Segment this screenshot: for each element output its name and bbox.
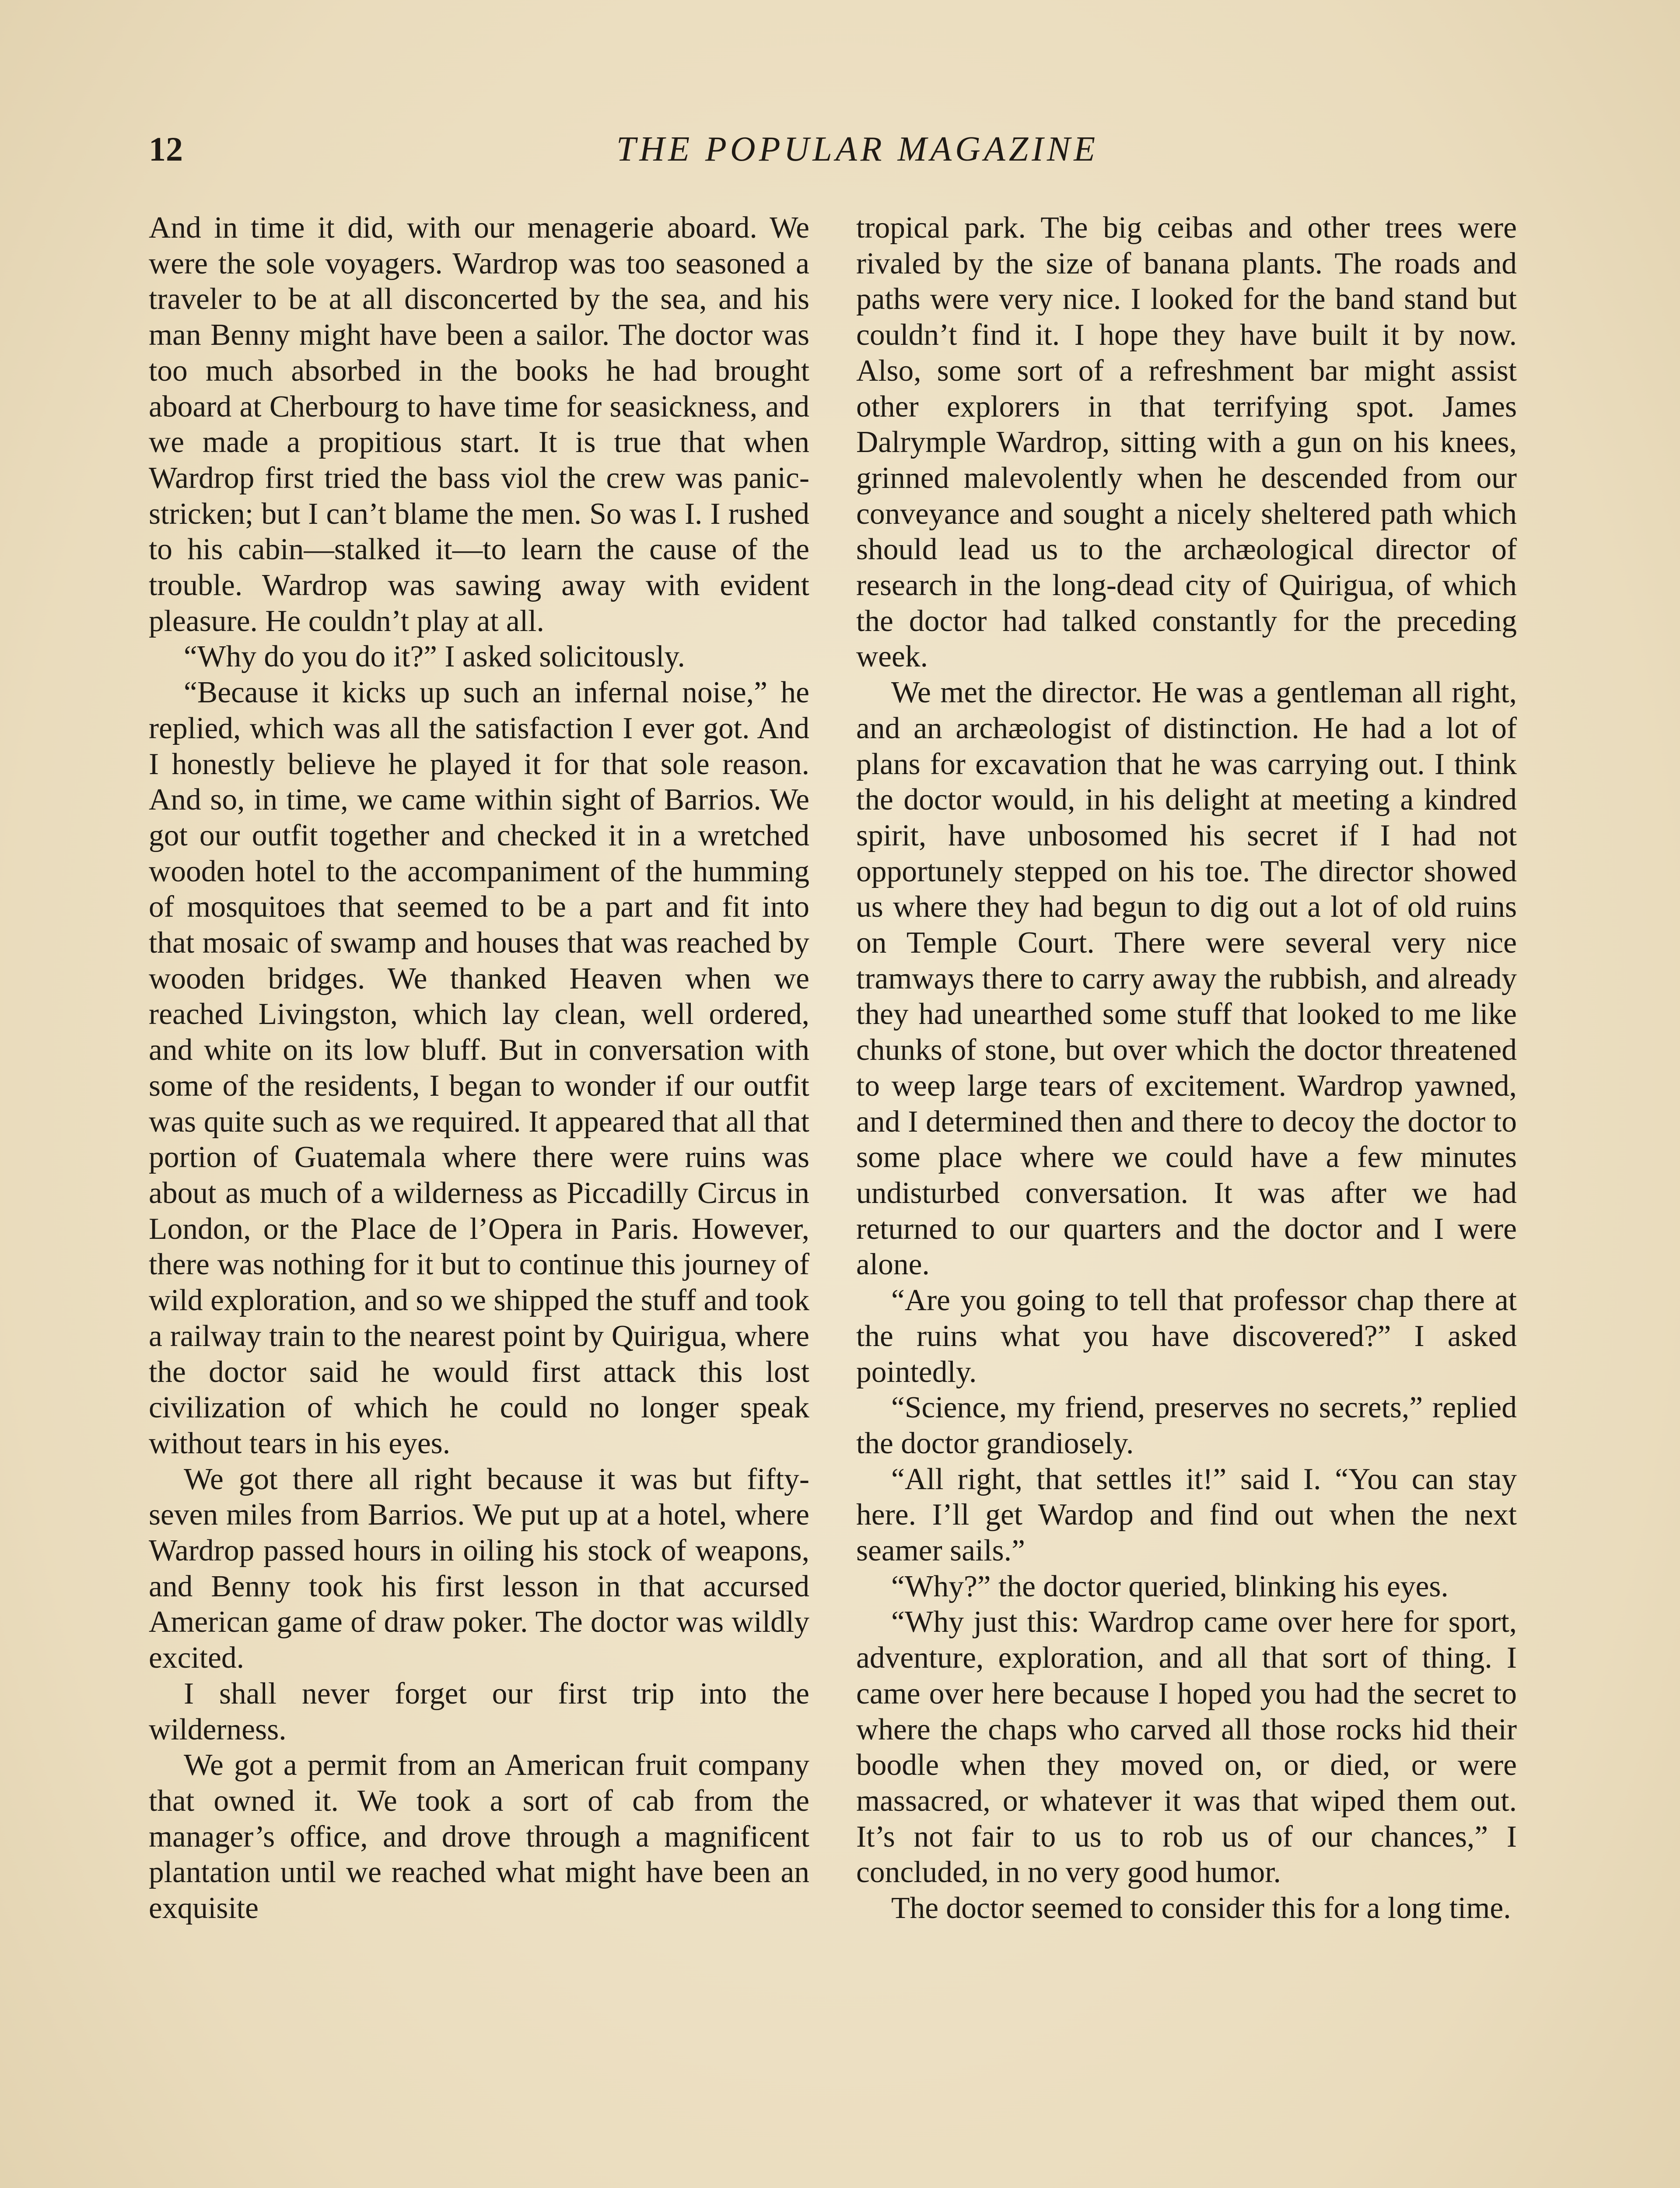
running-title: THE POPULAR MAGAZINE (616, 130, 1099, 168)
paragraph: “Why do you do it?” I asked solicitously. (184, 640, 685, 674)
paragraph: We met the director. He was a gentleman all right, and an archæologist of distinction. He had a lot of plans for excavation that he was carrying out. I think the doctor would, in his delight at meeting a kindred spirit, have unbosomed his secret if I had not opportunely stepped on his toe. The director showed us where they had begun to dig out a lot of old ruins on Temple Court. There were several very nice tramways there to carry away the rubbish, and already they had unearthed some stuff that looked to me like chunks of stone, but over which the doctor threatened to weep large tears of excitement. Wardrop yawned, and I determined then and there to decoy the doctor to some place where we could have a few minutes undisturbed conversation. It was after we had returned to our quarters and the doctor and I were alone. (856, 676, 1517, 1282)
paragraph: “Science, my friend, preserves no secrets,” replied the doctor grandiosely. (856, 1391, 1517, 1460)
paragraph: We got there all right because it was but fifty-seven miles from Barrios. We put up at a hotel, where Wardrop passed hours in oiling his stock of weapons, and Benny took his first lesson in that accursed American game of draw poker. The doctor was wildly excited. (149, 1462, 809, 1675)
page-number: 12 (149, 130, 183, 168)
paragraph: I shall never forget our first trip into the wilderness. (149, 1676, 809, 1746)
left-text-column (149, 210, 809, 1926)
paragraph: The doctor seemed to consider this for a long time. (891, 1891, 1511, 1925)
page-header (149, 130, 1566, 182)
paragraph: “Why?” the doctor queried, blinking his eyes. (891, 1569, 1449, 1603)
right-text-column (856, 210, 1517, 1926)
paragraph: tropical park. The big ceibas and other trees were rivaled by the size of banana plants. The roads and paths were very nice. I looked for the band stand but couldn’t find it. I hope they have built it by now. Also, some sort of a refreshment bar might assist other explorers in that terrifying spot. James Dalrymple Wardrop, sitting with a gun on his knees, grinned malevolently when he descended from our conveyance and sought a nicely sheltered path which should lead us to the archæological director of research in the long-dead city of Quirigua, of which the doctor had talked constantly for the preceding week. (856, 211, 1517, 674)
paragraph: “Why just this: Wardrop came over here for sport, adventure, exploration, and all that sort of thing. I came over here because I hoped you had the secret to where the chaps who carved all those rocks hid their boodle when they moved on, or died, or were massacred, or whatever it was that wiped them out. It’s not fair to us to rob us of our chances,” I concluded, in no very good humor. (856, 1605, 1517, 1890)
paragraph: And in time it did, with our menagerie aboard. We were the sole voyagers. Wardrop was too seasoned a traveler to be at all disconcerted by the sea, and his man Benny might have been a sailor. The doctor was too much absorbed in the books he had brought aboard at Cherbourg to have time for seasickness, and we made a propitious start. It is true that when Wardrop first tried the bass viol the crew was panic-stricken; but I can’t blame the men. So was I. I rushed to his cabin—stalked it—to learn the cause of the trouble. Wardrop was sawing away with evident pleasure. He couldn’t play at all. (149, 211, 809, 638)
paragraph: “Because it kicks up such an infernal noise,” he replied, which was all the satisfaction I ever got. And I honestly believe he played it for that sole reason. And so, in time, we came within sight of Barrios. We got our outfit together and checked it in a wretched wooden hotel to the accompaniment of the humming of mosquitoes that seemed to be a part and fit into that mosaic of swamp and houses that was reached by wooden bridges. We thanked Heaven when we reached Livingston, which lay clean, well ordered, and white on its low bluff. But in conversation with some of the residents, I began to wonder if our outfit was quite such as we required. It appeared that all that portion of Guatemala where there were ruins was about as much of a wilderness as Piccadilly Circus in London, or the Place de l’Opera in Paris. However, there was nothing for it but to continue this journey of wild exploration, and so we shipped the stuff and took a railway train to the nearest point by Quirigua, where the doctor said he would first attack this lost civilization of which he could no longer speak without tears in his eyes. (149, 676, 809, 1460)
paragraph: “Are you going to tell that professor chap there at the ruins what you have discovered?” I asked pointedly. (856, 1283, 1517, 1389)
paragraph: We got a permit from an American fruit company that owned it. We took a sort of cab from the manager’s office, and drove through a magnificent plantation until we reached what might have been an exquisite (149, 1748, 809, 1925)
paragraph: “All right, that settles it!” said I. “You can stay here. I’ll get Wardop and find out when the next seamer sails.” (856, 1462, 1517, 1568)
